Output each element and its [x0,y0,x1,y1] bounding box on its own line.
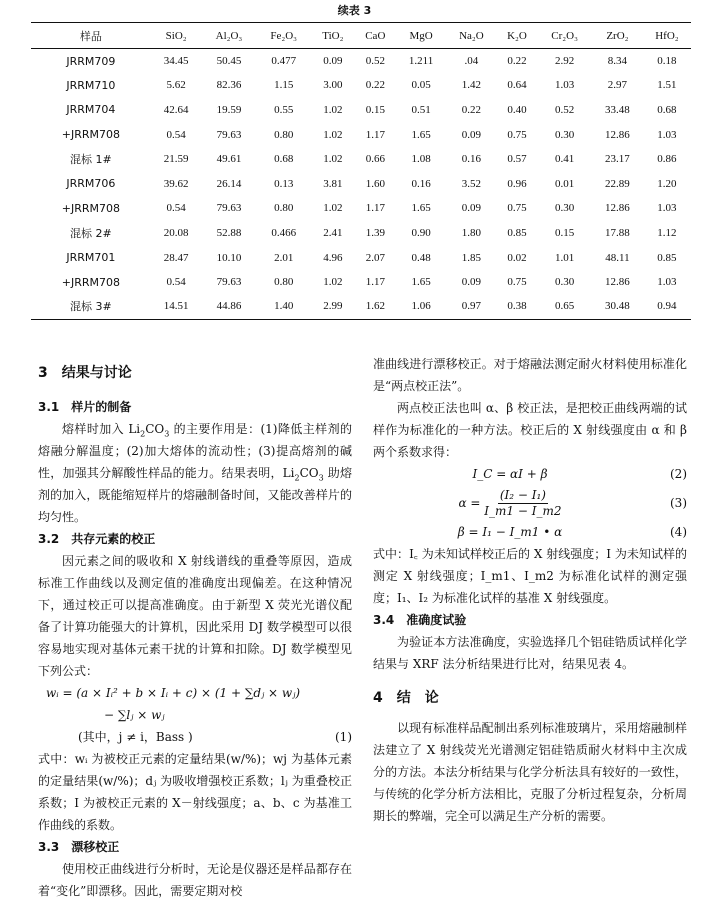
value-cell: 22.89 [605,177,630,190]
value-cell: 0.80 [274,128,294,141]
two-point-paragraph: 两点校正法也叫 α、β 校正法，是把校正曲线两端的试样作为标准化的一种方法。校正后的 X 射线强度由 α 和 β 两个系数求得： [373,401,687,459]
value-cell: 50.45 [216,55,242,68]
value-cell: 0.466 [271,226,297,239]
value-cell: 0.65 [537,294,592,319]
section-3-3-title: 3.3 漂移校正 [38,840,120,854]
value-cell: 1.08 [411,153,431,166]
value-cell: 1.02 [323,153,343,166]
value-cell: 10.10 [216,251,242,264]
header-oxide: Cr₂O₃ [537,23,592,49]
value-cell: 17.88 [605,226,630,239]
value-cell: 0.75 [507,128,527,141]
value-cell: 0.09 [461,202,482,215]
value-cell: 0.54 [166,128,186,141]
value-cell: 0.85 [657,251,677,264]
value-cell: 0.15 [365,103,385,116]
value-cell: 1.65 [411,202,431,215]
sample-name-cell: JRRM704 [66,103,116,117]
section-3-4-paragraph: 为验证本方法准确度，实验选择几个铝硅锆质试样化学结果与 XRF 法分析结果进行比对，结果见表 4。 [373,635,687,671]
value-cell: 30.48 [592,294,643,319]
value-cell: 1.85 [461,251,482,264]
equation-3: α = $\frac{\text{(I₂ − I₁)}}{I\_m1 - I\_m2}$ (3) [458,487,687,518]
composition-table [31,22,691,320]
value-cell: 1.17 [365,276,385,289]
value-cell: 0.15 [554,226,575,239]
value-cell: 2.07 [365,251,385,264]
value-cell: 19.59 [216,103,242,116]
section-4-paragraph: 以现有标准样品配制出系列标准玻璃片，采用熔融制样法建立了 X 射线荧光光谱测定铝硅锆质耐火材料中主次成分的方法。本法分析结果与化学分析法具有较好的一致性，与传统的化学分析方法相比，克服了分析过程复杂，分析周期长的弊端，完全可以满足生产分析的需要。 [373,721,687,823]
equation-1-line-2: − ∑lⱼ × wⱼ [104,708,165,722]
value-cell: 2.97 [607,79,628,92]
value-cell: 0.13 [274,177,294,190]
section-3-4-title: 3.4 准确度试验 [373,613,467,627]
value-cell: 0.05 [411,79,431,92]
value-cell: 1.01 [554,251,575,264]
value-cell: 1.17 [365,202,385,215]
sample-name-cell: JRRM701 [66,251,116,265]
drift-paragraph-cont: 准曲线进行漂移校正。对于熔融法测定耐火材料使用标准化是“两点校正法”。 [373,357,687,393]
value-cell: 0.38 [497,294,538,319]
value-cell: 1.40 [256,294,311,319]
value-cell: 1.12 [657,226,677,239]
value-cell: 21.59 [163,153,189,166]
sample-name-cell: +JRRM708 [61,201,120,215]
value-cell: 0.52 [365,55,385,68]
header-oxide: HfO₂ [643,23,691,49]
value-cell: 0.55 [274,103,294,116]
value-cell: 0.51 [411,103,431,116]
header-oxide: CaO [355,23,396,49]
section-3-2-title: 3.2 共存元素的校正 [38,532,156,546]
header-oxide: Al₂O₃ [202,23,257,49]
section-3-1-paragraph: 熔样时加入 $Li_2CO_3$ 的主要作用是：(1)降低主样剂的熔融分解温度；(2)加大熔体的流动性；(3)提高熔剂的碱性，加强其分解酸性样品的能力。结果表明，$Li_2CO_3$ 助熔剂的加入，既能缩短样片的熔融制备时间，又能改善样片的均匀性。 [38,422,352,524]
value-cell: 12.86 [605,202,630,215]
value-cell: 0.52 [554,103,575,116]
value-cell: 1.03 [657,276,677,289]
value-cell: 0.54 [166,276,186,289]
value-cell: 2.99 [311,294,355,319]
table-header-row [31,23,691,49]
equation-1-explanation: 式中：wᵢ 为被校正元素的定量结果(w/%)；wj 为基体元素的定量结果(w/%)；dⱼ 为吸收增强校正系数；lⱼ 为重叠校正系数；I 为被校正元素的 X－射线强度；a、b、c 为基准工作曲线的系数。 [38,752,352,832]
value-cell: 0.48 [411,251,431,264]
section-3-1-title: 3.1 样片的制备 [38,400,132,414]
value-cell: 20.08 [163,226,189,239]
value-cell: 14.51 [151,294,202,319]
value-cell: 0.40 [507,103,527,116]
value-cell: 0.68 [657,103,677,116]
value-cell: 44.86 [202,294,257,319]
value-cell: 2.41 [323,226,343,239]
equation-1-line-1: wᵢ = (a × Iᵢ² + b × Iᵢ + c) × (1 + ∑dⱼ × wⱼ) [46,686,301,700]
table-row [31,245,691,270]
value-cell: 1.80 [461,226,482,239]
value-cell: 0.75 [507,276,527,289]
value-cell: 1.02 [323,128,343,141]
value-cell: 8.34 [607,55,628,68]
value-cell: 0.80 [274,202,294,215]
equation-2: I_C = αI + β (2) [472,467,687,481]
table-row [31,147,691,172]
value-cell: 1.20 [657,177,677,190]
value-cell: 0.57 [507,153,527,166]
value-cell: 0.02 [507,251,527,264]
value-cell: 26.14 [216,177,242,190]
value-cell: 2.92 [554,55,575,68]
header-oxide: Fe₂O₃ [256,23,311,49]
value-cell: 79.63 [216,276,242,289]
value-cell: 1.03 [657,202,677,215]
left-column [38,356,352,902]
value-cell: 79.63 [216,128,242,141]
value-cell: 1.17 [365,128,385,141]
value-cell: 0.30 [554,202,575,215]
header-oxide: ZrO₂ [592,23,643,49]
value-cell: 39.62 [163,177,189,190]
value-cell: 0.85 [507,226,527,239]
value-cell: 1.39 [365,226,385,239]
table-row [31,171,691,196]
value-cell: 12.86 [605,128,630,141]
sample-name-cell: JRRM706 [66,177,116,191]
value-cell: 0.22 [507,55,527,68]
value-cell: 1.15 [274,79,294,92]
value-cell: 0.09 [461,276,482,289]
value-cell: 1.65 [411,276,431,289]
value-cell: 0.66 [365,153,385,166]
value-cell: 1.02 [323,103,343,116]
sample-name-cell: 混标 2# [70,226,112,240]
value-cell: .04 [464,55,479,68]
value-cell: 1.62 [355,294,396,319]
value-cell: 1.03 [657,128,677,141]
section-4-title: 4 结 论 [373,690,439,706]
table-caption: 续表 3 [337,4,372,17]
value-cell: 3.00 [323,79,343,92]
value-cell: 1.51 [657,79,677,92]
value-cell: 4.96 [323,251,343,264]
value-cell: 12.86 [605,276,630,289]
value-cell: 3.81 [323,177,343,190]
value-cell: 0.01 [554,177,575,190]
table-row [31,98,691,123]
header-oxide: SiO₂ [151,23,202,49]
equation-1-number: (1) [335,730,352,744]
value-cell: 0.16 [461,153,482,166]
value-cell: 0.94 [643,294,691,319]
value-cell: 0.09 [323,55,343,68]
value-cell: 0.22 [461,103,482,116]
value-cell: 0.90 [411,226,431,239]
value-cell: 0.96 [507,177,527,190]
equation-1-line-3: (其中，j ≠ i，Bass ) (1) [38,726,352,748]
value-cell: 42.64 [163,103,189,116]
section-3-2-paragraph: 因元素之间的吸收和 X 射线谱线的重叠等原因，造成标准工作曲线以及测定值的准确度出现偏差。在这种情况下，通过校正可以提高准确度。由于新型 X 荧光光谱仪配备了计算功能强大的计算机，因此采用 DJ 数学模型可以很容易地实现对基体元素干扰的计算和扣除。DJ 数学模型见下列公式： [38,554,352,678]
value-cell: 0.30 [554,276,575,289]
table-row [31,122,691,147]
value-cell: 0.16 [411,177,431,190]
value-cell: 1.03 [554,79,575,92]
value-cell: 3.52 [461,177,482,190]
sample-name-cell: JRRM709 [66,54,116,68]
value-cell: 34.45 [163,55,189,68]
sample-name-cell: +JRRM708 [61,128,120,142]
value-cell: 0.54 [166,202,186,215]
table-row [31,270,691,295]
table-row [31,294,691,319]
value-cell: 28.47 [163,251,189,264]
value-cell: 82.36 [216,79,242,92]
value-cell: 0.68 [274,153,294,166]
value-cell: 0.477 [271,55,297,68]
value-cell: 5.62 [166,79,186,92]
value-cell: 0.18 [657,55,677,68]
sample-name-cell: 混标 1# [70,153,112,167]
value-cell: 0.22 [365,79,385,92]
header-oxide: Na₂O [446,23,497,49]
value-cell: 79.63 [216,202,242,215]
table-row [31,73,691,98]
value-cell: 0.75 [507,202,527,215]
value-cell: 52.88 [216,226,242,239]
sample-name-cell: 混标 3# [31,294,151,319]
value-cell: 0.09 [461,128,482,141]
header-sample: 样品 [31,23,151,49]
section-3-title: 3 结果与讨论 [38,365,132,381]
value-cell: 49.61 [216,153,242,166]
value-cell: 1.65 [411,128,431,141]
value-cell: 1.02 [323,202,343,215]
header-oxide: K₂O [497,23,538,49]
value-cell: 1.02 [323,276,343,289]
value-cell: 23.17 [605,153,630,166]
value-cell: 0.97 [446,294,497,319]
value-cell: 0.30 [554,128,575,141]
section-3-3-paragraph: 使用校正曲线进行分析时，无论是仪器还是样品都存在着“变化”即漂移。因此，需要定期对校 [38,862,352,898]
header-oxide: MgO [396,23,446,49]
value-cell: 0.80 [274,276,294,289]
value-cell: 1.60 [365,177,385,190]
table-row [31,49,691,74]
equation-4: β = I₁ − I_m1 • α (4) [457,525,687,539]
value-cell: 1.42 [461,79,482,92]
value-cell: 2.01 [274,251,294,264]
value-cell: 1.211 [408,55,434,68]
right-column [373,353,687,827]
sample-name-cell: JRRM710 [66,78,116,92]
value-cell: 33.48 [605,103,630,116]
table-row [31,196,691,221]
value-cell: 0.64 [507,79,527,92]
value-cell: 0.86 [657,153,677,166]
value-cell: 48.11 [605,251,630,264]
sample-name-cell: +JRRM708 [61,275,120,289]
value-cell: 0.41 [554,153,575,166]
value-cell: 1.06 [396,294,446,319]
header-oxide: TiO₂ [311,23,355,49]
equation-explanation: 式中：I꜀ 为未知试样校正后的 X 射线强度；I 为未知试样的测定 X 射线强度；I_m1、I_m2 为标准化试样的测定强度；I₁、I₂ 为标准化试样的基准 X 射线强度。 [373,547,687,605]
table-row [31,221,691,246]
